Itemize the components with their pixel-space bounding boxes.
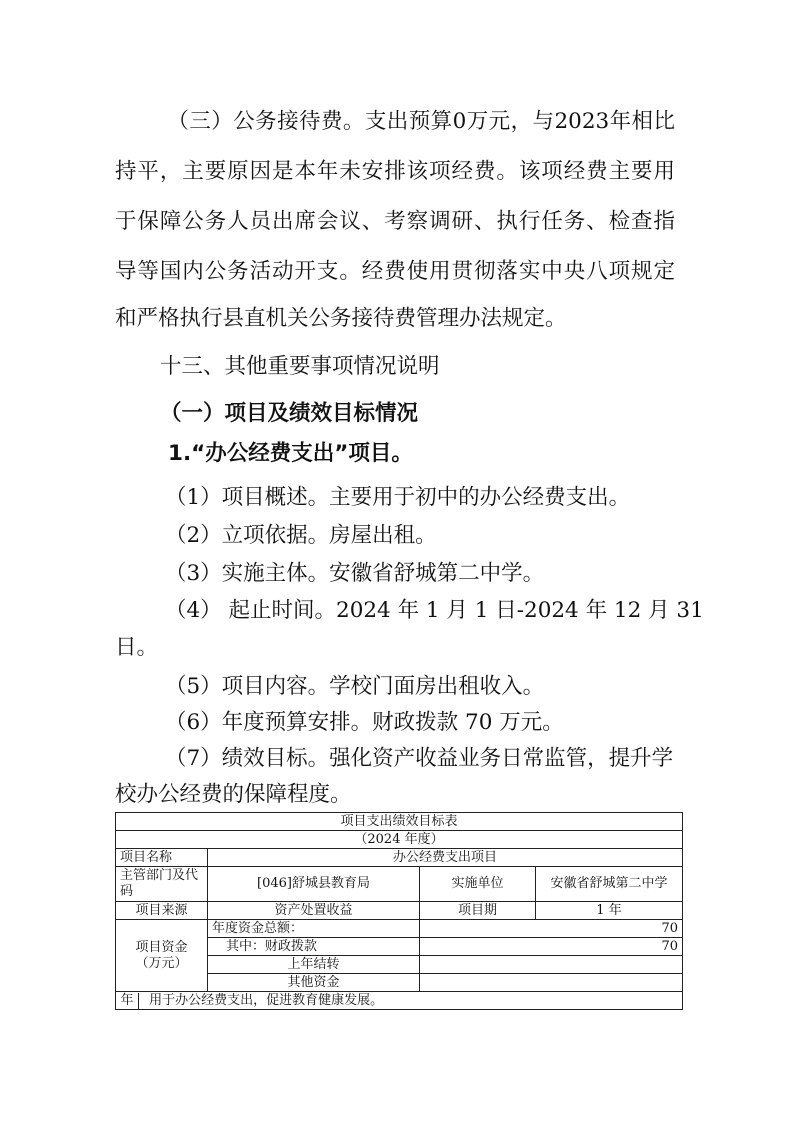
table-year: （2024 年度） <box>116 831 683 849</box>
table-row <box>116 831 683 849</box>
funds-label: 项目资金（万元） <box>116 920 208 992</box>
other-funds-label: 其他资金 <box>208 974 420 992</box>
list-item: （5）项目内容。学校门面房出租收入。 <box>165 674 545 699</box>
subsection-heading: （一）项目及绩效目标情况 <box>160 401 419 426</box>
table-row <box>116 849 683 867</box>
paragraph-line: 导等国内公务活动开支。经费使用贯彻落实中央八项规定 <box>115 259 675 284</box>
annual-total-value: 70 <box>420 920 683 938</box>
table-row <box>116 902 683 920</box>
performance-target-table <box>115 812 683 1010</box>
paragraph-line <box>115 108 675 136</box>
source-value: 资产处置收益 <box>208 902 420 920</box>
goal-row <box>116 992 683 1010</box>
source-label: 项目来源 <box>116 902 208 920</box>
item-heading: 1.“办公经费支出”项目。 <box>168 441 413 466</box>
annual-total-label: 年度资金总额： <box>208 920 420 938</box>
list-item: （1）项目概述。主要用于初中的办公经费支出。 <box>165 485 631 510</box>
table-row <box>116 992 683 1010</box>
paragraph-line: 和严格执行县直机关公务接待费管理办法规定。 <box>115 306 567 331</box>
paragraph-line: 于保障公务人员出席会议、考察调研、执行任务、检查指 <box>115 209 675 234</box>
goal-value: 用于办公经费支出，促进教育健康发展。 <box>149 992 384 1008</box>
other-funds-value <box>420 974 683 992</box>
list-item: （7）绩效目标。强化资产收益业务日常监管，提升学 <box>165 746 674 771</box>
list-item: （2）立项依据。房屋出租。 <box>165 523 437 548</box>
carryover-label: 上年结转 <box>208 956 420 974</box>
table-row <box>116 867 683 902</box>
project-name-value: 办公经费支出项目 <box>208 849 683 867</box>
list-item-continuation: 校办公经费的保障程度。 <box>115 782 352 807</box>
list-item: （6）年度预算安排。财政拨款 70 万元。 <box>165 710 564 735</box>
table-row <box>116 920 683 938</box>
table-title: 项目支出绩效目标表 <box>116 813 683 831</box>
paragraph-text: （三）公务接待费。支出预算0万元，与2023年相比 <box>167 109 675 134</box>
list-item: （4） 起止时间。2024 年 1 月 1 日-2024 年 12 月 31 <box>165 598 704 623</box>
fiscal-label: 其中：财政拨款 <box>208 938 420 956</box>
table-row <box>116 813 683 831</box>
paragraph-line: 持平，主要原因是本年未安排该项经费。该项经费主要用 <box>115 159 675 184</box>
period-value: 1 年 <box>536 902 683 920</box>
project-name-label: 项目名称 <box>116 849 208 867</box>
carryover-value <box>420 956 683 974</box>
list-item-continuation: 日。 <box>115 635 159 660</box>
list-item: （3）实施主体。安徽省舒城第二中学。 <box>165 561 545 586</box>
goal-label: 年 <box>116 993 139 1009</box>
period-label: 项目期 <box>420 902 536 920</box>
impl-unit-label: 实施单位 <box>420 867 536 902</box>
section-heading: 十三、其他重要事项情况说明 <box>160 354 440 379</box>
dept-label: 主管部门及代码 <box>116 867 208 902</box>
dept-value: [046]舒城县教育局 <box>208 867 420 902</box>
fiscal-value: 70 <box>420 938 683 956</box>
impl-unit-value: 安徽省舒城第二中学 <box>536 867 683 902</box>
